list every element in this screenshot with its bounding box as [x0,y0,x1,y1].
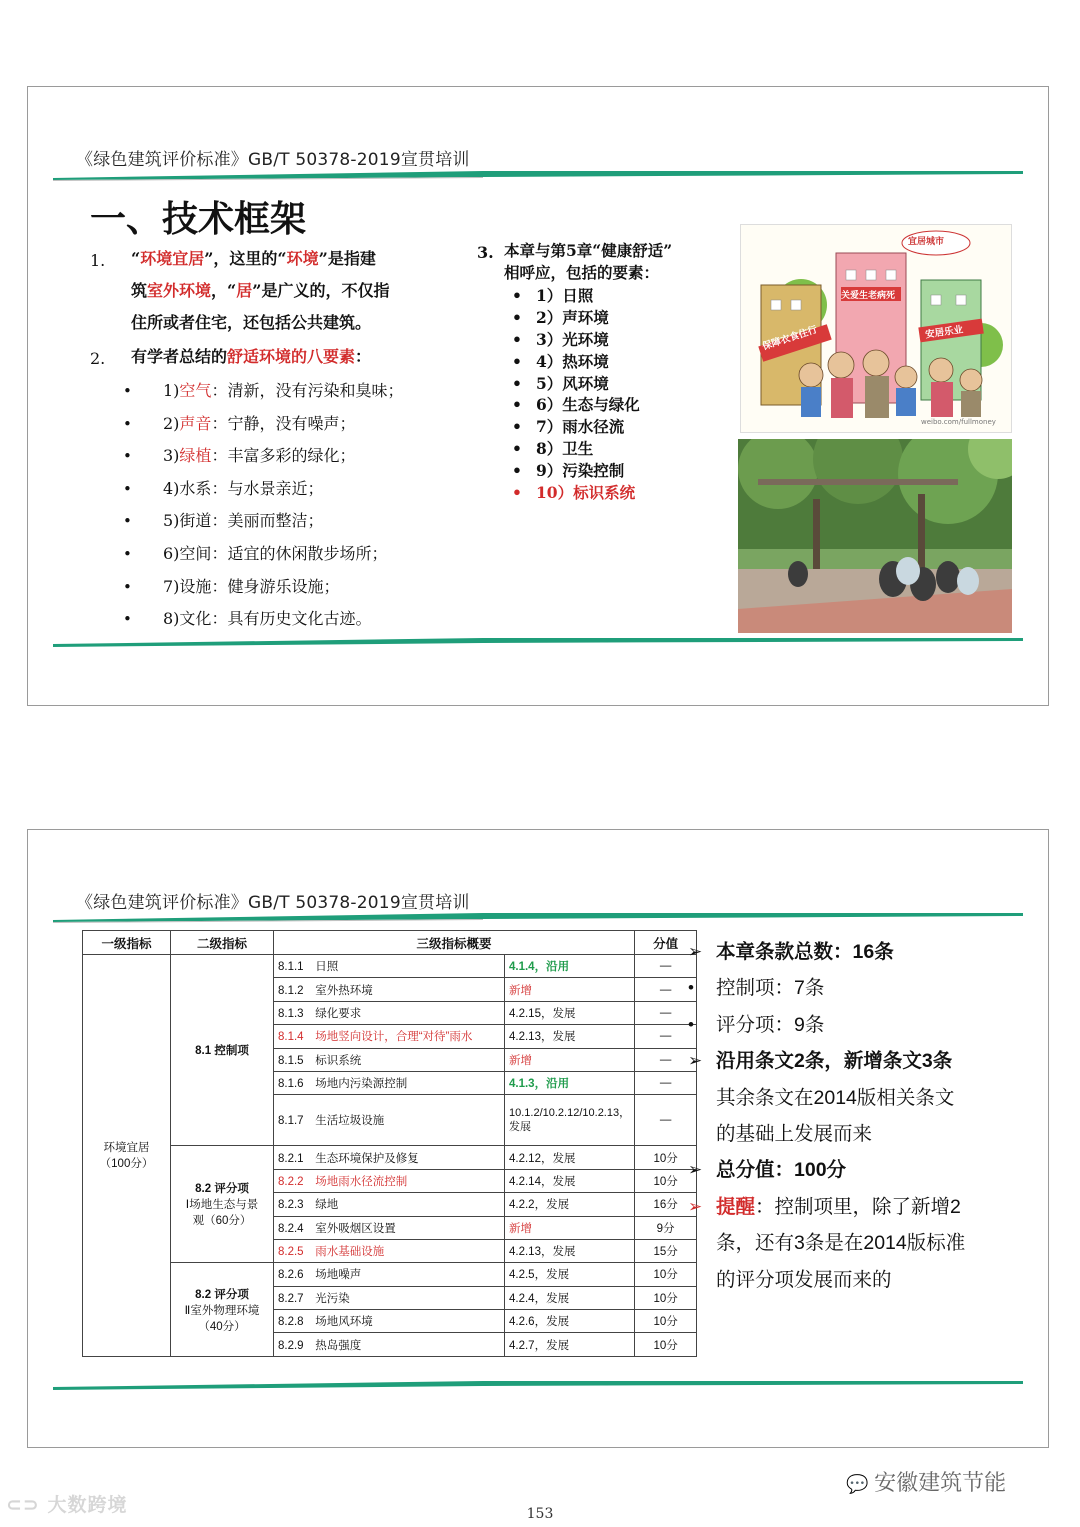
score-cell: 10分 [635,1286,697,1309]
level2-control: 8.1 控制项 [171,955,274,1146]
element-item: • 1）日照 [512,286,594,305]
score-cell: — [635,1048,697,1071]
eight-element-item: • 1)空气：清新，没有污染和臭味； [123,375,403,408]
summary-total-score: ➢ 总分值：100分 [688,1159,847,1182]
indicator-source-cell: 新增 [505,978,635,1001]
indicator-source-cell: 4.2.14，发展 [505,1169,635,1192]
indicator-name-cell: 8.2.9 热岛强度 [274,1333,505,1356]
footer-rule [53,636,1023,648]
bullet-icon: • [123,382,132,400]
slide-2 [27,829,1049,1448]
slide-header: 《绿色建筑评价标准》GB/T 50378-2019宣贯培训 [76,150,470,170]
score-cell: — [635,1071,697,1094]
score-cell: 10分 [635,1169,697,1192]
level1-cell: 环境宜居 （100分） [83,955,171,1357]
eight-elements-list [123,375,403,636]
summary-control: • 控制项：7条 [688,977,825,1000]
p2-number: 2. [90,349,106,368]
score-cell: — [635,1025,697,1048]
summary-reuse-line2: 其余条文在2014版相关条文 [716,1086,955,1109]
indicator-source-cell: 4.2.13，发展 [505,1025,635,1048]
slide-1 [27,86,1049,706]
p3-text: 本章与第5章“健康舒适” 相呼应，包括的要素： [504,241,673,282]
bullet-icon: • [512,286,522,305]
p1-number: 1. [90,251,106,270]
score-cell: 9分 [635,1216,697,1239]
col-header-level2: 二级指标 [171,931,274,955]
element-item: • 8）卫生 [512,439,594,459]
p2-text: 有学者总结的舒适环境的八要素： [131,347,372,366]
indicator-name-cell: 8.1.5 标识系统 [274,1048,505,1071]
element-item: • 2）声环境 [512,307,609,327]
table-row [83,1146,697,1169]
bullet-icon: • [123,447,132,466]
score-cell: 15分 [635,1239,697,1262]
indicator-source-cell: 4.2.13，发展 [505,1239,635,1262]
level2-score-eco: 8.2 评分项 Ⅰ场地生态与景 观（60分） [171,1146,274,1263]
bullet-icon: • [123,512,132,531]
slide-header: 《绿色建筑评价标准》GB/T 50378-2019宣贯培训 [76,893,470,913]
element-item: • 10）标识系统 [512,483,636,503]
eight-element-item: • 7)设施：健身游乐设施； [123,571,403,604]
bullet-icon: • [512,329,522,349]
indicator-name-cell: 8.1.6 场地内污染源控制 [274,1071,505,1094]
level2-score-physical: 8.2 评分项 Ⅱ室外物理环境 （40分） [171,1263,274,1357]
indicator-name-cell: 8.2.7 光污染 [274,1286,505,1309]
bullet-icon: • [512,483,522,503]
slide-title: 一、技术框架 [90,199,307,240]
table-row [83,955,697,978]
score-cell: 10分 [635,1146,697,1169]
bullet-icon: • [512,351,522,371]
p3-number: 3. [477,243,494,262]
score-cell: — [635,1001,697,1024]
park-photo [738,439,1012,633]
watermark-right: 💬 安徽建筑节能 [846,1471,1007,1496]
indicator-source-cell: 10.1.2/10.2.12/10.2.13，发展 [505,1095,635,1146]
element-item: • 7）雨水径流 [512,417,625,437]
indicator-source-cell: 4.2.6，发展 [505,1310,635,1333]
indicator-name-cell: 8.1.2 室外热环境 [274,978,505,1001]
eight-element-item: • 3)绿植：丰富多彩的绿化； [123,440,403,473]
summary-panel [688,934,965,1298]
element-item: • 4）热环境 [512,351,609,371]
bullet-icon: • [512,439,522,459]
cartoon-illustration [740,224,1012,433]
bullet-icon: • [123,414,132,433]
eight-element-item: • 2)声音：宁静，没有噪声； [123,408,403,441]
indicator-source-cell: 4.2.15，发展 [505,1001,635,1024]
score-cell: — [635,1095,697,1146]
header-rule [53,170,1023,182]
table-row [83,1263,697,1286]
summary-reminder-line2: 条，还有3条是在2014版标准 [716,1232,966,1255]
indicator-source-cell: 新增 [505,1048,635,1071]
bullet-icon: • [512,461,522,481]
col-header-score: 分值 [635,931,697,955]
indicator-source-cell: 4.2.7，发展 [505,1333,635,1356]
bullet-icon: • [512,373,522,393]
eight-element-item: • 8)文化：具有历史文化古迹。 [123,603,403,636]
indicator-source-cell: 4.2.4，发展 [505,1286,635,1309]
bullet-icon: • [123,544,132,563]
indicator-source-cell: 4.2.2，发展 [505,1193,635,1216]
element-item: • 9）污染控制 [512,461,625,481]
score-cell: 10分 [635,1310,697,1333]
cartoon-credit: weibo.com/fullmoney [921,418,996,426]
col-header-level1: 一级指标 [83,931,171,955]
bullet-icon: • [512,307,522,327]
footer-rule [53,1379,1023,1391]
bullet-icon: • [123,577,132,596]
eight-element-item: • 4)水系：与水景亲近； [123,473,403,506]
elements-list [512,285,640,504]
summary-reuse: ➢ 沿用条文2条，新增条文3条 [688,1050,953,1073]
score-cell: 10分 [635,1263,697,1286]
score-cell: — [635,978,697,1001]
table-header-row [83,931,697,955]
eight-element-item: • 6)空间：适宜的休闲散步场所； [123,538,403,571]
indicator-source-cell: 4.1.3，沿用 [505,1071,635,1094]
indicator-name-cell: 8.2.8 场地风环境 [274,1310,505,1333]
bullet-icon: • [123,479,132,498]
eight-element-item: • 5)街道：美丽而整洁； [123,505,403,538]
indicator-name-cell: 8.1.4 场地竖向设计，合理“对待”雨水 [274,1025,505,1048]
cartoon-sign-right: 安居乐业 [924,324,964,341]
indicator-name-cell: 8.2.4 室外吸烟区设置 [274,1216,505,1239]
element-item: • 5）风环境 [512,373,609,393]
score-cell: 16分 [635,1193,697,1216]
p1-text: “环境宜居”，这里的“环境”是指建 筑室外环境，“居”是广义的，不仅指 住所或者住宅，还包括公共建筑。 [131,249,390,332]
header-rule [53,912,1023,924]
indicator-name-cell: 8.2.2 场地雨水径流控制 [274,1169,505,1192]
indicator-name-cell: 8.1.3 绿化要求 [274,1001,505,1024]
watermark-left: ⊂⊃ 大数跨境 [6,1494,128,1516]
col-header-level3: 三级指标概要 [274,931,635,955]
summary-score-items: • 评分项：9条 [688,1013,825,1036]
cartoon-sign-left: 保障衣食住行 [761,324,819,353]
indicator-name-cell: 8.2.1 生态环境保护及修复 [274,1146,505,1169]
summary-reminder-line3: 的评分项发展而来的 [716,1268,892,1291]
cartoon-sign-top: 宜居城市 [908,237,945,247]
score-cell: 10分 [635,1333,697,1356]
indicator-table [82,930,697,1357]
cartoon-sign-mid: 关爱生老病死 [841,291,896,301]
page-number: 153 [526,1506,554,1522]
indicator-name-cell: 8.1.7 生活垃圾设施 [274,1095,505,1146]
indicator-name-cell: 8.1.1 日照 [274,955,505,978]
wechat-icon: 💬 [846,1474,875,1495]
element-item: • 3）光环境 [512,329,609,349]
indicator-source-cell: 新增 [505,1216,635,1239]
summary-total: ➢ 本章条款总数：16条 [688,941,894,963]
indicator-name-cell: 8.2.6 场地噪声 [274,1263,505,1286]
indicator-name-cell: 8.2.3 绿地 [274,1193,505,1216]
bullet-icon: • [512,417,522,437]
indicator-source-cell: 4.2.5，发展 [505,1263,635,1286]
indicator-source-cell: 4.1.4，沿用 [505,955,635,978]
indicator-name-cell: 8.2.5 雨水基础设施 [274,1239,505,1262]
indicator-source-cell: 4.2.12，发展 [505,1146,635,1169]
summary-reuse-line3: 的基础上发展而来 [716,1122,873,1145]
element-item: • 6）生态与绿化 [512,395,640,415]
bullet-icon: • [123,610,132,629]
bullet-icon: • [512,395,522,415]
summary-reminder: ➢ 提醒：控制项里，除了新增2 [688,1195,961,1218]
score-cell: — [635,955,697,978]
link-icon: ⊂⊃ [6,1494,48,1516]
